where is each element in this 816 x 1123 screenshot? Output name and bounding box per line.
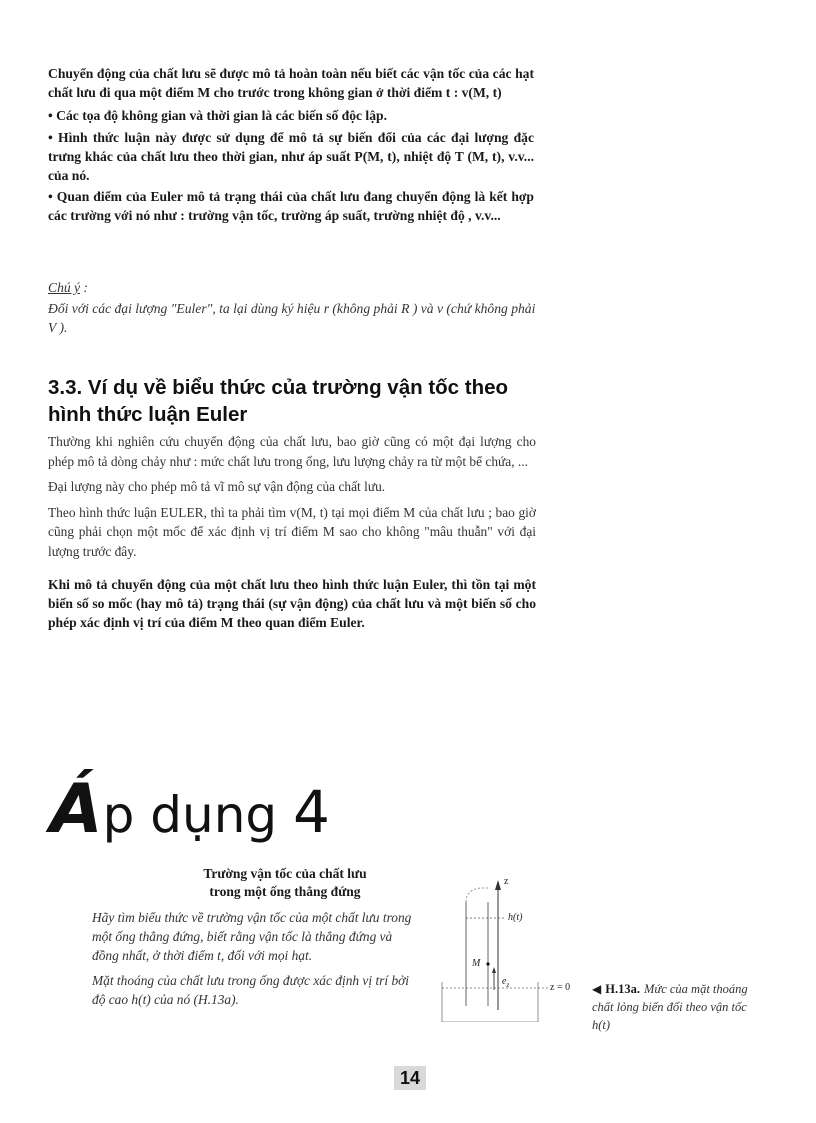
caption-arrow-icon: ◀ [592, 982, 602, 996]
caption-heading: H.13a. [605, 982, 640, 996]
section-heading-block [48, 374, 548, 428]
application-subtitle-line2: trong một ống thẳng đứng [209, 884, 361, 899]
page-number-block [394, 1068, 426, 1089]
application-text [92, 908, 422, 1009]
tube-top [466, 888, 488, 902]
application-heading-letter: Á [50, 770, 103, 849]
z-axis-arrow-icon [495, 880, 501, 890]
page-number: 14 [394, 1066, 426, 1090]
figure-h13a [440, 872, 590, 1022]
ez-label-sub: z [506, 981, 510, 989]
h-label: h(t) [508, 912, 523, 923]
application-task-2: Mặt thoáng của chất lưu trong ống được xác định vị trí bởi độ cao h(t) của nó (H.13a). [92, 973, 410, 1007]
bullet-independent-variables: • Các tọa độ không gian và thời gian là các biến số độc lập. [48, 108, 387, 124]
application-subtitle-line1: Trường vận tốc của chất lưu [203, 866, 367, 881]
note-heading: Chú ý [48, 280, 81, 295]
bullet-other-quantities: • Hình thức luận này được sử dụng để mô tả sự biến đổi của các đại lượng đặc trưng khác của chất lưu theo thời gian, như áp suất P(M, t), nhiệt độ T (M, t), v.v... của nó. [48, 129, 534, 184]
note-body: Đối với các đại lượng "Euler", ta lại dùng ký hiệu r (không phải R ) và v (chứ không phải V ). [48, 301, 536, 335]
z-label: z [504, 876, 509, 887]
application-task: Hãy tìm biểu thức về trường vận tốc của một chất lưu trong một ống thẳng đứng, biết rằng vận tốc là thẳng đứng và đồng nhất, ở thời điểm t, đối với mọi hạt. [92, 910, 412, 963]
section-heading: 3.3. Ví dụ về biểu thức của trường vận tốc theo hình thức luận Euler [48, 376, 509, 426]
section-paragraph-1: Thường khi nghiên cứu chuyển động của chất lưu, bao giờ cũng có một đại lượng cho phép mô tả dòng chảy như : mức chất lưu trong ống, lưu lượng chảy ra từ một bể chứa, ... [48, 434, 536, 469]
bullet-euler-viewpoint: • Quan điểm của Euler mô tả trạng thái của chất lưu đang chuyển động là kết hợp các trường với nó như : trường vận tốc, trường áp suất, trường nhiệt độ , v.v... [48, 189, 534, 224]
section-body [48, 432, 536, 633]
point-m [486, 962, 489, 965]
ez-label [502, 976, 509, 989]
ez-label-letter: e [502, 976, 507, 987]
note-colon: : [80, 280, 89, 295]
application-heading-number: 4 [293, 778, 330, 846]
note-block [48, 278, 538, 337]
tube-diagram [440, 872, 590, 1022]
application-subtitle [140, 865, 430, 901]
section-paragraph-3: Theo hình thức luận EULER, thì ta phải tìm v(M, t) tại mọi điểm M của chất lưu ; bao giờ cũng phải chọn một mốc để xác định vị trí điểm M sao cho không "mâu thuẫn" với đại lượng trước đây. [48, 504, 536, 559]
section-paragraph-2: Đại lượng này cho phép mô tả vĩ mô sự vận động của chất lưu. [48, 479, 386, 494]
caption-text: Mức của mặt thoáng chất lỏng biến đổi theo vận tốc h(t) [592, 982, 748, 1032]
intro-paragraph: Chuyển động của chất lưu sẽ được mô tả hoàn toàn nếu biết các vận tốc của các hạt chất lưu đi qua một điểm M cho trước trong không gian ở thời điểm t : v(M, t) [48, 66, 534, 101]
m-label: M [472, 958, 481, 969]
ez-arrow-icon [492, 967, 496, 973]
zero-label: z = 0 [550, 982, 571, 993]
intro-section [48, 64, 534, 226]
section-bold-conclusion: Khi mô tả chuyển động của một chất lưu theo hình thức luận Euler, thì tồn tại một biến số so mốc (hay mô tả) trạng thái (sự vận động) của chất lưu và một biến số cho phép xác định vị trí của điểm M theo quan điểm Euler. [48, 577, 536, 631]
figure-caption [592, 980, 762, 1034]
application-heading-word: p dụng [102, 786, 278, 844]
application-heading [50, 770, 330, 849]
